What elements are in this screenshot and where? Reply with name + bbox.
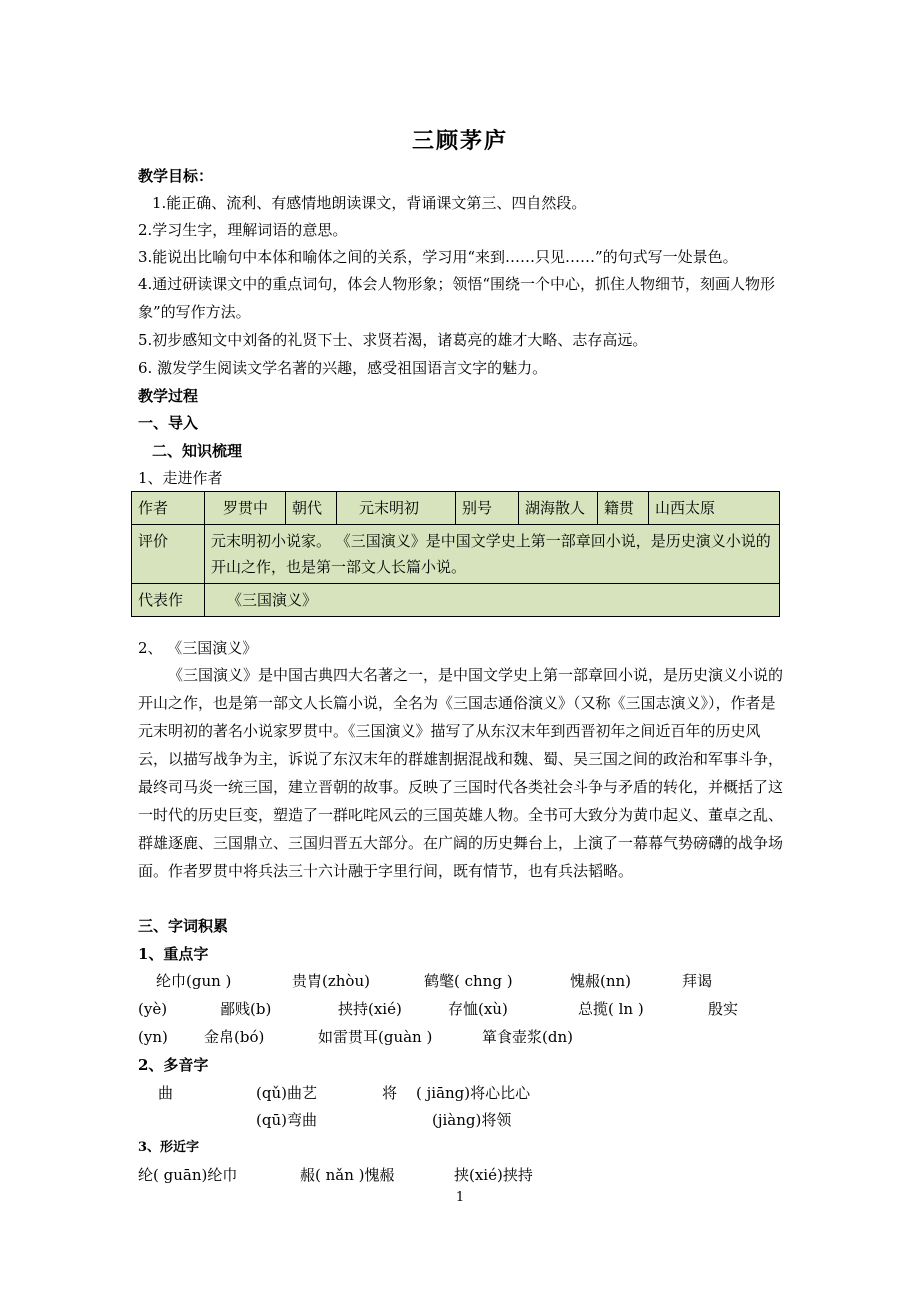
similar-chars-heading: 3、形近字 xyxy=(138,1140,200,1155)
novel-paragraph: 《三国演义》是中国古典四大名著之一，是中国文学史上第一部章回小说，是历史演义小说的开山之作，也是第一部文人长篇小说，全名为《三国志通俗演义》（又称《三国志演义》），作者是元末明初的著名小说家罗贯中。《三国演义》描写了从东汉末年到西晋初年之间近百年的历史风云，以描写战争为主，诉说了东汉末年的群雄割据混战和魏、蜀、吴三国之间的政治和军事斗争，最终司马炎一统三国，建立晋朝的故事。反映了三国时代各类社会斗争与矛盾的转化，并概括了这一时代的历史巨变，塑造了一群叱咤风云的三国英雄人物。全书可大致分为黄巾起义、董卓之乱、群雄逐鹿、三国鼎立、三国归晋五大部分。在广阔的历史舞台上，上演了一幕幕气势磅礴的战争场面。作者罗贯中将兵法三十六计融于字里行间，既有情节，也有兵法韬略。 xyxy=(138,666,784,880)
polyphone-reading: (qū)弯曲 xyxy=(256,1111,317,1129)
dynasty-label: 朝代 xyxy=(286,492,337,525)
author-table xyxy=(131,491,780,617)
vocab-item: 总揽( ln ) xyxy=(578,1000,644,1018)
vocab-item: 鄙贱(b) xyxy=(220,1000,272,1018)
page-title: 三顾茅庐 xyxy=(411,128,508,154)
page-number: 1 xyxy=(455,1190,465,1205)
vocab-item: 愧赧(nn) xyxy=(570,972,632,990)
subsection-author: 1、走进作者 xyxy=(138,469,223,487)
similar-item: 纶( guān)纶巾 xyxy=(138,1166,238,1184)
vocab-heading: 三、字词积累 xyxy=(138,917,229,935)
process-heading: 教学过程 xyxy=(138,387,199,405)
vocab-item: 金帛(bó) xyxy=(204,1028,265,1046)
alias-value: 湖海散人 xyxy=(519,492,598,525)
author-value: 罗贯中 xyxy=(205,492,286,525)
goals-heading: 教学目标： xyxy=(138,167,214,185)
polyphone-reading: (jiàng)将领 xyxy=(432,1111,512,1129)
vocab-item: 挟持(xié) xyxy=(338,1000,402,1018)
vocab-item: 鹤氅( chng ) xyxy=(424,972,513,990)
works-label: 代表作 xyxy=(132,584,205,617)
section-intro: 一、导入 xyxy=(138,414,199,432)
goal-item: 1.能正确、流利、有感情地朗读课文，背诵课文第三、四自然段。 xyxy=(152,194,587,212)
vocab-item: 箪食壶浆(dn) xyxy=(482,1028,573,1046)
goal-item: 5.初步感知文中刘备的礼贤下士、求贤若渴，诸葛亮的雄才大略、志存高远。 xyxy=(138,331,648,349)
author-label: 作者 xyxy=(132,492,205,525)
review-label: 评价 xyxy=(132,525,205,584)
polyphone-char: 曲 xyxy=(158,1084,174,1102)
origin-value: 山西太原 xyxy=(649,492,780,525)
similar-item: 挟(xié)挟持 xyxy=(454,1166,533,1184)
polyphone-reading: (qǔ)曲艺 xyxy=(256,1084,317,1102)
works-value: 《三国演义》 xyxy=(205,584,780,617)
dynasty-value: 元末明初 xyxy=(337,492,456,525)
polyphone-heading: 2、多音字 xyxy=(138,1056,209,1074)
section-knowledge: 二、知识梳理 xyxy=(152,442,243,460)
goal-item: 2.学习生字，理解词语的意思。 xyxy=(138,221,348,239)
vocab-item: 如雷贯耳(guàn ) xyxy=(318,1028,433,1046)
vocab-item: (yn) xyxy=(138,1028,168,1046)
vocab-item: 纶巾(gun ) xyxy=(156,972,232,990)
polyphone-reading: ( jiāng)将心比心 xyxy=(416,1084,531,1102)
novel-heading: 2、 《三国演义》 xyxy=(138,639,258,657)
origin-label: 籍贯 xyxy=(598,492,649,525)
vocab-item: 存恤(xù) xyxy=(448,1000,508,1018)
review-value: 元末明初小说家。 《三国演义》是中国文学史上第一部章回小说，是历史演义小说的开山之作，也是第一部文人长篇小说。 xyxy=(205,525,780,584)
vocab-item: 殷实 xyxy=(708,1000,739,1018)
alias-label: 别号 xyxy=(456,492,519,525)
key-chars-heading: 1、重点字 xyxy=(138,945,209,963)
goal-item: 3.能说出比喻句中本体和喻体之间的关系，学习用“来到……只见……”的句式写一处景色。 xyxy=(138,248,738,266)
vocab-item: 拜谒 xyxy=(682,972,713,990)
vocab-item: 贵胄(zhòu) xyxy=(292,972,370,990)
polyphone-char: 将 xyxy=(382,1084,398,1102)
goal-item: 4.通过研读课文中的重点词句，体会人物形象；领悟“围绕一个中心，抓住人物细节，刻画人物形象”的写作方法。 xyxy=(138,275,775,321)
vocab-item: (yè) xyxy=(138,1000,168,1018)
goal-item: 6. 激发学生阅读文学名著的兴趣，感受祖国语言文字的魅力。 xyxy=(138,359,548,377)
similar-item: 赧( nǎn )愧赧 xyxy=(300,1166,395,1184)
